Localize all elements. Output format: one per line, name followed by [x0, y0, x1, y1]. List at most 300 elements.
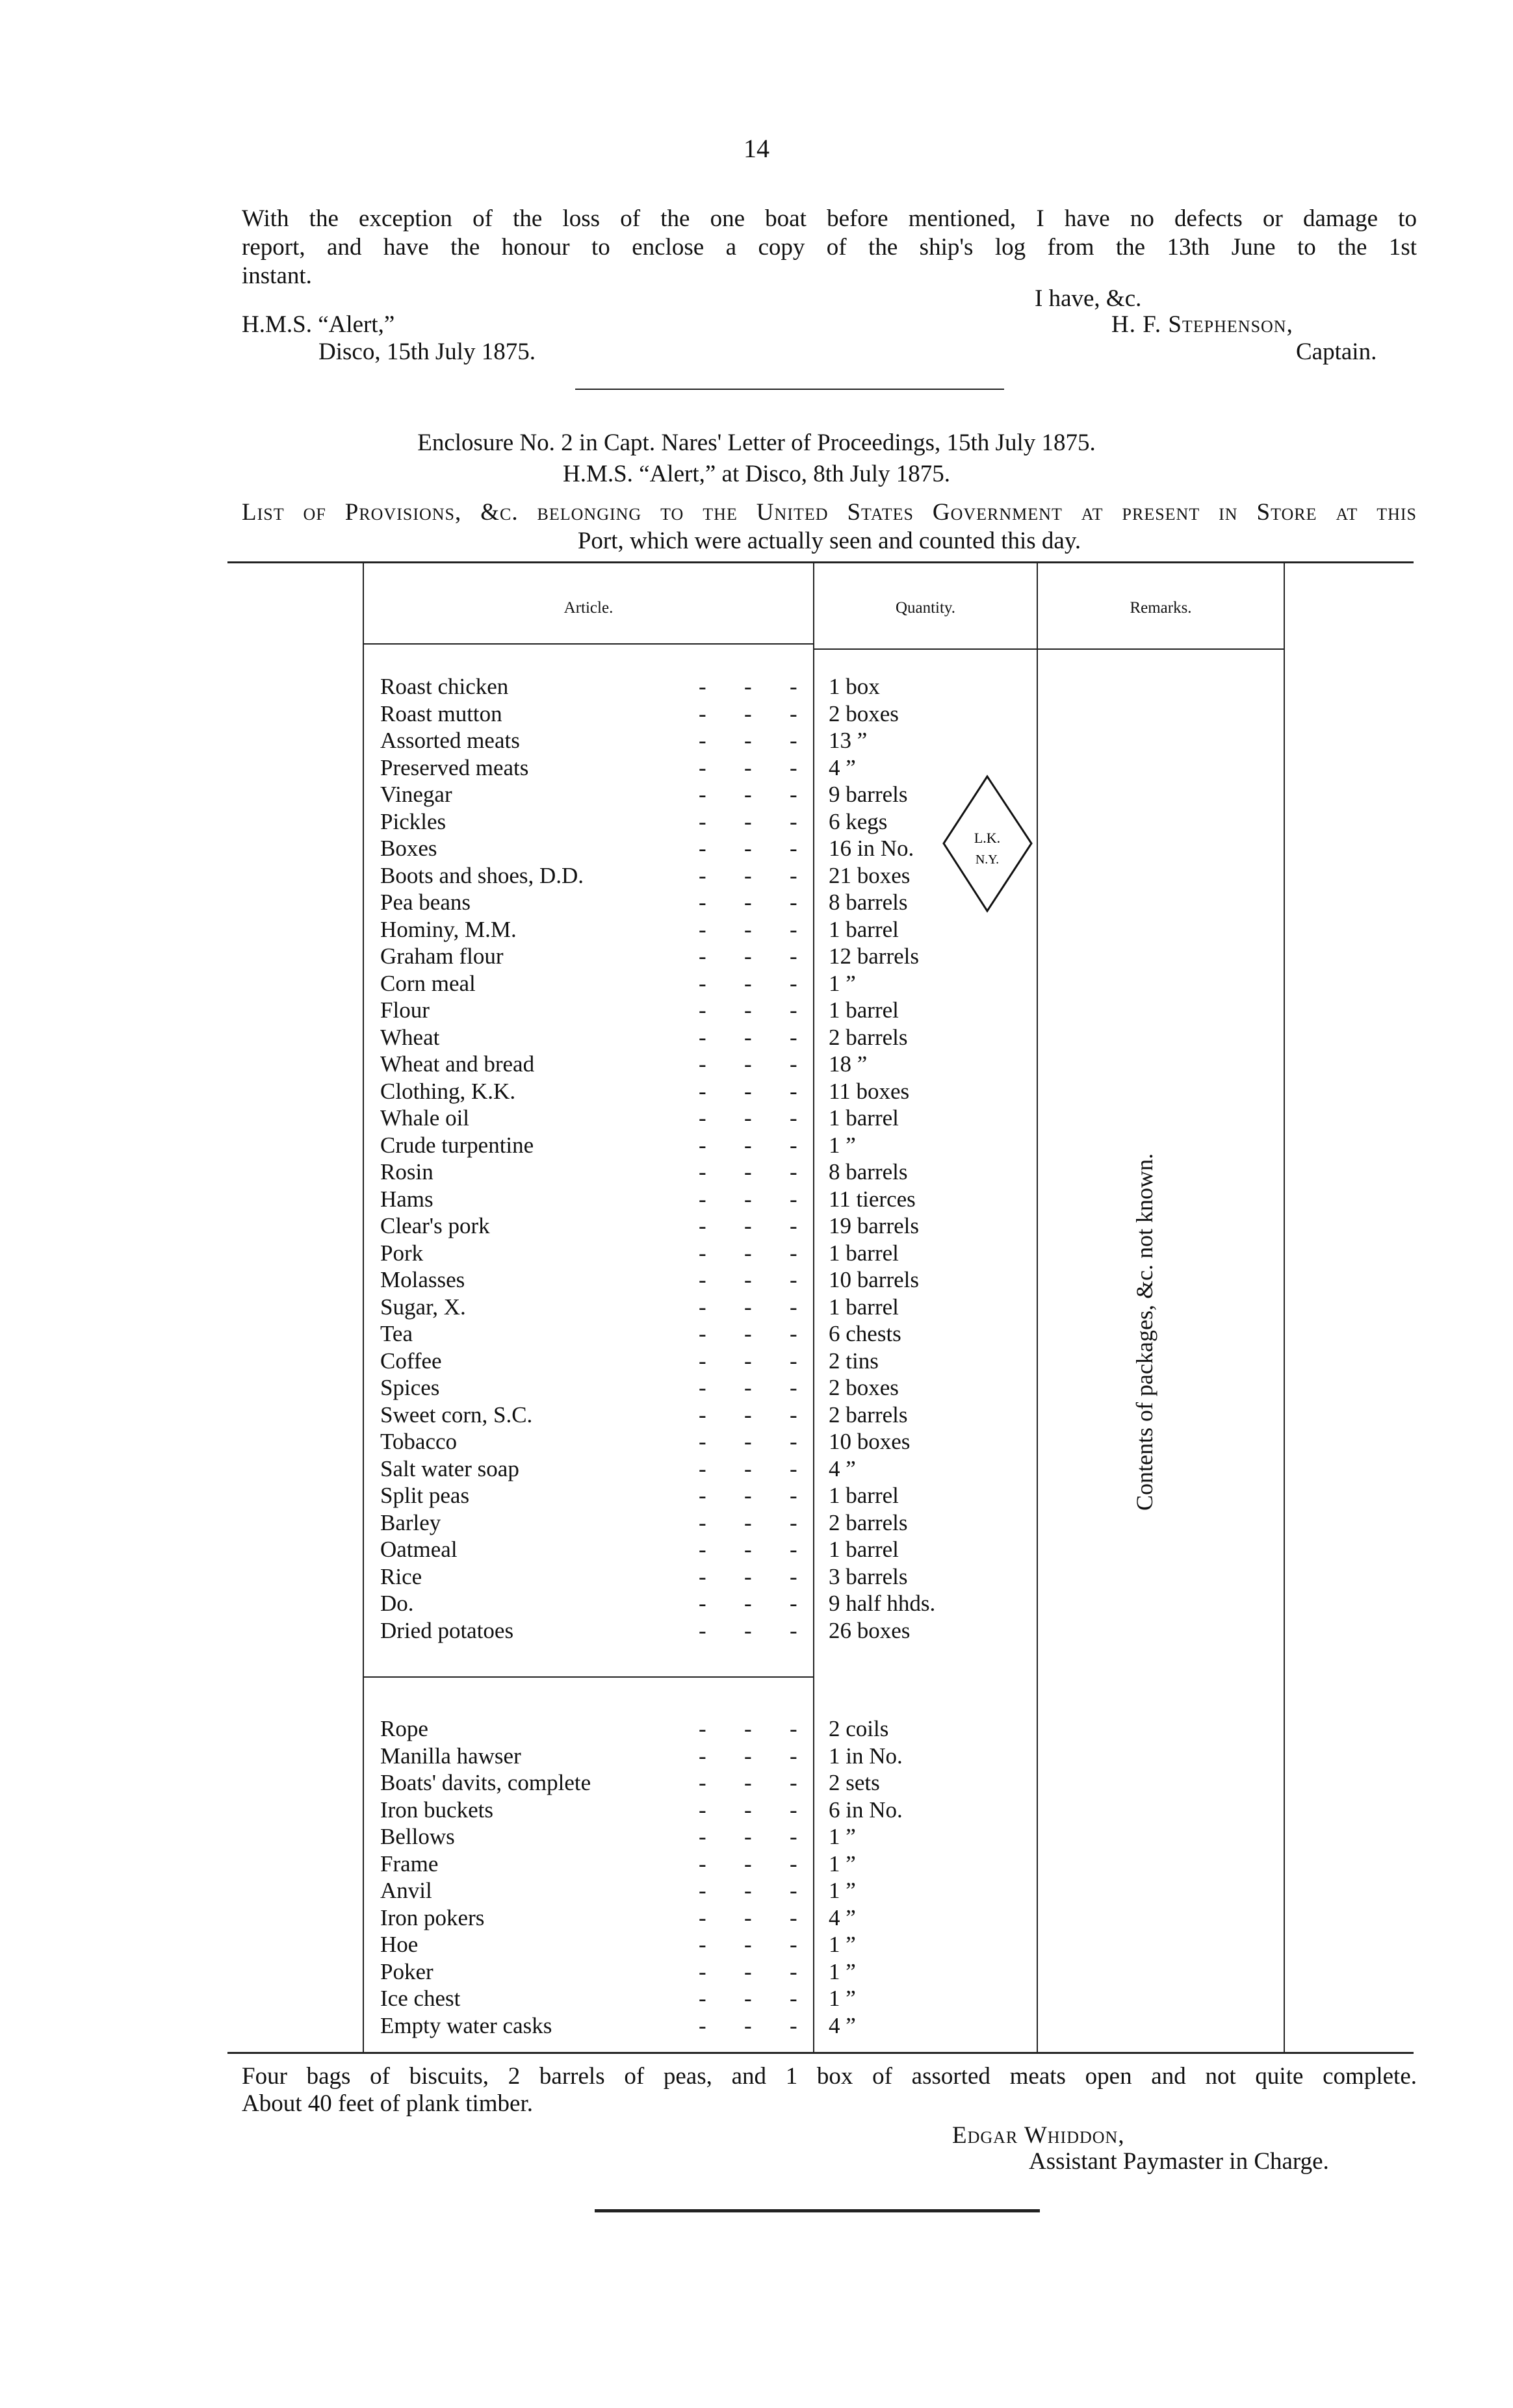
- leader-dash: -: [699, 1186, 706, 1212]
- header-rule-article: [364, 643, 814, 645]
- leader-dash: -: [744, 1904, 752, 1930]
- leader-dash: -: [699, 1051, 706, 1077]
- leader-dash: -: [699, 916, 706, 942]
- table-row: [0, 1536, 1513, 1563]
- leader-dash: -: [744, 1878, 752, 1903]
- leader-dash: -: [744, 1537, 752, 1562]
- article-cell: Ice chest: [380, 1986, 461, 2011]
- leader-dash: -: [790, 1904, 797, 1930]
- table-row: [0, 1051, 1513, 1077]
- leader-dash: -: [699, 1591, 706, 1616]
- quantity-cell: 1 box: [829, 674, 880, 699]
- leader-dash: -: [744, 1429, 752, 1454]
- table-row: [0, 1797, 1513, 1823]
- table-row: [0, 1482, 1513, 1509]
- leader-dash: -: [699, 1348, 706, 1374]
- leader-dash: -: [699, 1958, 706, 1984]
- leader-dash: -: [790, 1932, 797, 1957]
- leader-dash: -: [699, 1743, 706, 1769]
- quantity-cell: 2 boxes: [829, 1375, 899, 1400]
- quantity-cell: 1 barrel: [829, 1240, 899, 1266]
- leader-dash: -: [790, 1591, 797, 1616]
- table-row: [0, 1428, 1513, 1455]
- leader-dash: -: [699, 1716, 706, 1741]
- letter-line-2: report, and have the honour to enclose a copy of the ship's log from the 13th June to the 1st: [242, 234, 1417, 261]
- quantity-cell: 2 coils: [829, 1716, 889, 1741]
- leader-dash: -: [699, 782, 706, 807]
- table-row: [0, 1320, 1513, 1347]
- quantity-cell: 1 ”: [829, 1958, 856, 1984]
- provisions-table-body: [0, 673, 1513, 1648]
- leader-dash: -: [744, 1958, 752, 1984]
- table-row: [0, 1851, 1513, 1877]
- leader-dash: -: [790, 1770, 797, 1795]
- leader-dash: -: [744, 1186, 752, 1212]
- leader-dash: -: [744, 1743, 752, 1769]
- quantity-cell: 19 barrels: [829, 1213, 919, 1238]
- article-cell: Manilla hawser: [380, 1743, 521, 1769]
- leader-dash: -: [790, 1186, 797, 1212]
- leader-dash: -: [699, 1240, 706, 1266]
- leader-dash: -: [699, 1483, 706, 1508]
- leader-dash: -: [699, 943, 706, 969]
- leader-dash: -: [744, 1509, 752, 1535]
- leader-dash: -: [699, 1878, 706, 1903]
- leader-dash: -: [790, 862, 797, 888]
- article-cell: Flour: [380, 997, 430, 1023]
- article-cell: Iron pokers: [380, 1904, 485, 1930]
- table-row: [0, 889, 1513, 916]
- leader-dash: -: [699, 1132, 706, 1158]
- leader-dash: -: [790, 1429, 797, 1454]
- table-row: [0, 1904, 1513, 1931]
- leader-dash: -: [699, 1429, 706, 1454]
- leader-dash: -: [790, 1509, 797, 1535]
- leader-dash: -: [744, 1483, 752, 1508]
- article-cell: Do.: [380, 1591, 414, 1616]
- leader-dash: -: [790, 1483, 797, 1508]
- column-header-quantity: Quantity.: [895, 599, 956, 617]
- leader-dash: -: [790, 1051, 797, 1077]
- table-row: [0, 1509, 1513, 1536]
- article-cell: Coffee: [380, 1348, 442, 1374]
- leader-dash: -: [744, 2012, 752, 2038]
- article-cell: Rope: [380, 1716, 428, 1741]
- quantity-cell: 1 ”: [829, 970, 856, 996]
- table-row: [0, 1715, 1513, 1742]
- table-row: [0, 808, 1513, 835]
- leader-dash: -: [744, 700, 752, 726]
- article-cell: Roast chicken: [380, 674, 509, 699]
- article-cell: Hams: [380, 1186, 433, 1212]
- quantity-cell: 6 chests: [829, 1321, 901, 1346]
- leader-dash: -: [790, 943, 797, 969]
- leader-dash: -: [744, 1024, 752, 1050]
- article-cell: Clothing, K.K.: [380, 1078, 516, 1104]
- header-rule-quantity-remarks: [814, 648, 1284, 650]
- leader-dash: -: [744, 1563, 752, 1589]
- leader-dash: -: [744, 1240, 752, 1266]
- article-cell: Roast mutton: [380, 700, 502, 726]
- leader-dash: -: [744, 808, 752, 834]
- leader-dash: -: [744, 1267, 752, 1292]
- leader-dash: -: [744, 1591, 752, 1616]
- leader-dash: -: [790, 728, 797, 753]
- letter-line-1: With the exception of the loss of the one boat before mentioned, I have no defects or damage to: [242, 205, 1417, 232]
- leader-dash: -: [744, 1078, 752, 1104]
- leader-dash: -: [790, 1617, 797, 1643]
- quantity-cell: 2 tins: [829, 1348, 879, 1374]
- leader-dash: -: [744, 1770, 752, 1795]
- leader-dash: -: [699, 1563, 706, 1589]
- section-divider: [575, 389, 1004, 390]
- article-cell: Assorted meats: [380, 728, 520, 753]
- leader-dash: -: [744, 1105, 752, 1131]
- quantity-cell: 2 sets: [829, 1770, 880, 1795]
- closing: I have, &c.: [1035, 285, 1142, 312]
- paymaster-rank: Assistant Paymaster in Charge.: [1029, 2148, 1329, 2175]
- quantity-cell: 16 in No.: [829, 836, 914, 861]
- table-row: [0, 1024, 1513, 1051]
- leader-dash: -: [790, 1375, 797, 1400]
- table-row: [0, 916, 1513, 943]
- leader-dash: -: [744, 836, 752, 861]
- leader-dash: -: [699, 1078, 706, 1104]
- package-mark-diamond: [940, 774, 1035, 914]
- enclosure-ship-line: H.M.S. “Alert,” at Disco, 8th July 1875.: [562, 461, 951, 487]
- quantity-cell: 9 half hhds.: [829, 1591, 936, 1616]
- quantity-cell: 1 ”: [829, 1851, 856, 1876]
- leader-dash: -: [699, 997, 706, 1023]
- article-cell: Wheat: [380, 1024, 440, 1050]
- leader-dash: -: [699, 1024, 706, 1050]
- paymaster-name: Edgar Whiddon,: [952, 2122, 1125, 2149]
- article-cell: Oatmeal: [380, 1537, 458, 1562]
- leader-dash: -: [790, 1797, 797, 1823]
- quantity-cell: 8 barrels: [829, 1159, 908, 1185]
- leader-dash: -: [699, 674, 706, 699]
- quantity-cell: 1 ”: [829, 1986, 856, 2011]
- ship-name: H.M.S. “Alert,”: [242, 311, 395, 338]
- table-row: [0, 727, 1513, 754]
- leader-dash: -: [790, 674, 797, 699]
- table-row: [0, 1240, 1513, 1266]
- article-cell: Hoe: [380, 1932, 419, 1957]
- table-row: [0, 781, 1513, 808]
- quantity-cell: 13 ”: [829, 728, 868, 753]
- enclosure-heading: Enclosure No. 2 in Capt. Nares' Letter of Proceedings, 15th July 1875.: [417, 429, 1096, 456]
- quantity-cell: 1 ”: [829, 1878, 856, 1903]
- leader-dash: -: [699, 1213, 706, 1238]
- leader-dash: -: [699, 1770, 706, 1795]
- footer-note-line-1: Four bags of biscuits, 2 barrels of peas, and 1 box of assorted meats open and not quite complete.: [242, 2063, 1417, 2090]
- article-cell: Sweet corn, S.C.: [380, 1402, 533, 1428]
- table-row: [0, 1159, 1513, 1185]
- leader-dash: -: [699, 862, 706, 888]
- article-cell: Rosin: [380, 1159, 433, 1185]
- quantity-cell: 1 ”: [829, 1824, 856, 1849]
- leader-dash: -: [744, 782, 752, 807]
- table-row: [0, 1877, 1513, 1904]
- quantity-cell: 10 barrels: [829, 1267, 919, 1292]
- leader-dash: -: [790, 1267, 797, 1292]
- leader-dash: -: [744, 1851, 752, 1876]
- quantity-cell: 4 ”: [829, 2012, 856, 2038]
- leader-dash: -: [744, 1716, 752, 1741]
- article-cell: Poker: [380, 1958, 433, 1984]
- leader-dash: -: [744, 1132, 752, 1158]
- leader-dash: -: [699, 1904, 706, 1930]
- article-cell: Spices: [380, 1375, 440, 1400]
- leader-dash: -: [790, 1824, 797, 1849]
- leader-dash: -: [699, 1294, 706, 1320]
- quantity-cell: 2 barrels: [829, 1509, 908, 1535]
- table-row: [0, 700, 1513, 727]
- leader-dash: -: [790, 1294, 797, 1320]
- article-cell: Salt water soap: [380, 1455, 519, 1481]
- leader-dash: -: [744, 728, 752, 753]
- leader-dash: -: [699, 1321, 706, 1346]
- table-row: [0, 1931, 1513, 1958]
- quantity-cell: 1 barrel: [829, 1105, 899, 1131]
- signatory-name: H. F. Stephenson,: [1111, 311, 1293, 338]
- quantity-cell: 1 in No.: [829, 1743, 903, 1769]
- quantity-cell: 4 ”: [829, 1904, 856, 1930]
- leader-dash: -: [790, 890, 797, 915]
- article-cell: Frame: [380, 1851, 439, 1876]
- table-row: [0, 970, 1513, 997]
- remarks-note: Contents of packages, &c. not known.: [1132, 1153, 1157, 1511]
- article-cell: Boots and shoes, D.D.: [380, 862, 584, 888]
- leader-dash: -: [744, 1348, 752, 1374]
- article-cell: Clear's pork: [380, 1213, 490, 1238]
- list-title: [242, 498, 1417, 556]
- page-number: 14: [744, 134, 769, 163]
- package-mark-top: L.K.: [974, 830, 1001, 846]
- leader-dash: -: [790, 1402, 797, 1428]
- leader-dash: -: [699, 1932, 706, 1957]
- leader-dash: -: [699, 1537, 706, 1562]
- table-row: [0, 1743, 1513, 1769]
- quantity-cell: 11 boxes: [829, 1078, 910, 1104]
- column-header-remarks: Remarks.: [1130, 599, 1192, 617]
- leader-dash: -: [790, 1563, 797, 1589]
- article-cell: Hominy, M.M.: [380, 916, 517, 942]
- article-cell: Iron buckets: [380, 1797, 493, 1823]
- article-cell: Anvil: [380, 1878, 432, 1903]
- table-row: [0, 2012, 1513, 2039]
- leader-dash: -: [699, 1851, 706, 1876]
- quantity-cell: 9 barrels: [829, 782, 908, 807]
- table-row: [0, 997, 1513, 1023]
- leader-dash: -: [790, 1348, 797, 1374]
- table-top-rule: [227, 561, 1414, 563]
- leader-dash: -: [699, 1455, 706, 1481]
- quantity-cell: 1 barrel: [829, 916, 899, 942]
- leader-dash: -: [744, 970, 752, 996]
- table-row: [0, 862, 1513, 889]
- leader-dash: -: [699, 890, 706, 915]
- leader-dash: -: [790, 754, 797, 780]
- leader-dash: -: [699, 700, 706, 726]
- quantity-cell: 1 barrel: [829, 997, 899, 1023]
- leader-dash: -: [744, 674, 752, 699]
- leader-dash: -: [744, 1402, 752, 1428]
- quantity-cell: 11 tierces: [829, 1186, 916, 1212]
- table-row: [0, 1958, 1513, 1985]
- leader-dash: -: [744, 1986, 752, 2011]
- quantity-cell: 8 barrels: [829, 890, 908, 915]
- article-cell: Pickles: [380, 808, 446, 834]
- leader-dash: -: [744, 1617, 752, 1643]
- leader-dash: -: [699, 2012, 706, 2038]
- leader-dash: -: [790, 916, 797, 942]
- leader-dash: -: [744, 1294, 752, 1320]
- quantity-cell: 2 barrels: [829, 1024, 908, 1050]
- leader-dash: -: [790, 1105, 797, 1131]
- leader-dash: -: [744, 1797, 752, 1823]
- table-row: [0, 1212, 1513, 1239]
- package-mark-bottom: N.Y.: [975, 852, 1000, 867]
- leader-dash: -: [790, 700, 797, 726]
- leader-dash: -: [790, 970, 797, 996]
- leader-dash: -: [699, 1824, 706, 1849]
- article-cell: Graham flour: [380, 943, 504, 969]
- leader-dash: -: [744, 1159, 752, 1185]
- leader-dash: -: [790, 1958, 797, 1984]
- leader-dash: -: [699, 1509, 706, 1535]
- table-row: [0, 1455, 1513, 1482]
- quantity-cell: 21 boxes: [829, 862, 911, 888]
- table-row: [0, 673, 1513, 700]
- table-row: [0, 835, 1513, 862]
- article-cell: Preserved meats: [380, 754, 529, 780]
- article-cell: Vinegar: [380, 782, 452, 807]
- table-row: [0, 1186, 1513, 1212]
- table-row: [0, 1590, 1513, 1617]
- footer-note-line-2: About 40 feet of plank timber.: [242, 2090, 534, 2117]
- leader-dash: -: [744, 943, 752, 969]
- leader-dash: -: [790, 1024, 797, 1050]
- leader-dash: -: [790, 808, 797, 834]
- quantity-cell: 3 barrels: [829, 1563, 908, 1589]
- article-cell: Boats' davits, complete: [380, 1770, 591, 1795]
- leader-dash: -: [699, 970, 706, 996]
- leader-dash: -: [699, 1267, 706, 1292]
- leader-dash: -: [744, 890, 752, 915]
- column-header-article: Article.: [563, 599, 614, 617]
- leader-dash: -: [744, 1213, 752, 1238]
- leader-dash: -: [790, 836, 797, 861]
- quantity-cell: 18 ”: [829, 1051, 868, 1077]
- leader-dash: -: [699, 1159, 706, 1185]
- table-row: [0, 1132, 1513, 1159]
- leader-dash: -: [790, 782, 797, 807]
- list-title-line-1: List of Provisions, &c. belonging to the United States Government at present in Store at this: [242, 499, 1417, 526]
- article-cell: Sugar, X.: [380, 1294, 466, 1320]
- leader-dash: -: [744, 1375, 752, 1400]
- leader-dash: -: [699, 1375, 706, 1400]
- article-cell: Tea: [380, 1321, 413, 1346]
- table-row: [0, 1823, 1513, 1850]
- leader-dash: -: [790, 2012, 797, 2038]
- article-cell: Boxes: [380, 836, 437, 861]
- table-row: [0, 1294, 1513, 1320]
- quantity-cell: 4 ”: [829, 754, 856, 780]
- article-cell: Tobacco: [380, 1429, 458, 1454]
- section-rule: [364, 1676, 814, 1678]
- leader-dash: -: [790, 1321, 797, 1346]
- article-cell: Dried potatoes: [380, 1617, 514, 1643]
- leader-dash: -: [790, 1078, 797, 1104]
- article-cell: Crude turpentine: [380, 1132, 534, 1158]
- table-row: [0, 1985, 1513, 2012]
- table-row: [0, 1402, 1513, 1428]
- leader-dash: -: [790, 997, 797, 1023]
- quantity-cell: 2 boxes: [829, 700, 899, 726]
- table-row: [0, 1617, 1513, 1644]
- leader-dash: -: [790, 1851, 797, 1876]
- leader-dash: -: [790, 1878, 797, 1903]
- table-row: [0, 1266, 1513, 1293]
- leader-dash: -: [699, 1797, 706, 1823]
- leader-dash: -: [699, 1617, 706, 1643]
- article-cell: Bellows: [380, 1824, 455, 1849]
- quantity-cell: 1 barrel: [829, 1537, 899, 1562]
- article-cell: Corn meal: [380, 970, 476, 996]
- leader-dash: -: [744, 862, 752, 888]
- leader-dash: -: [790, 1240, 797, 1266]
- article-cell: Empty water casks: [380, 2012, 552, 2038]
- quantity-cell: 4 ”: [829, 1455, 856, 1481]
- table-row: [0, 1105, 1513, 1131]
- quantity-cell: 10 boxes: [829, 1429, 911, 1454]
- quantity-cell: 1 ”: [829, 1932, 856, 1957]
- quantity-cell: 26 boxes: [829, 1617, 911, 1643]
- table-row: [0, 943, 1513, 969]
- table-row: [0, 1078, 1513, 1105]
- closing-rule: [595, 2209, 1040, 2212]
- leader-dash: -: [790, 1716, 797, 1741]
- quantity-cell: 6 in No.: [829, 1797, 903, 1823]
- place-date: Disco, 15th July 1875.: [318, 339, 536, 365]
- leader-dash: -: [790, 1213, 797, 1238]
- quantity-cell: 1 barrel: [829, 1483, 899, 1508]
- leader-dash: -: [699, 754, 706, 780]
- stores-table-body: [0, 1715, 1513, 2053]
- leader-dash: -: [744, 1932, 752, 1957]
- list-title-line-2: Port, which were actually seen and counted this day.: [577, 528, 1081, 554]
- table-row: [0, 754, 1513, 781]
- article-cell: Barley: [380, 1509, 441, 1535]
- signatory-rank: Captain.: [1296, 339, 1377, 365]
- leader-dash: -: [699, 808, 706, 834]
- leader-dash: -: [744, 1051, 752, 1077]
- quantity-cell: 12 barrels: [829, 943, 919, 969]
- leader-dash: -: [699, 728, 706, 753]
- leader-dash: -: [790, 1159, 797, 1185]
- leader-dash: -: [790, 1132, 797, 1158]
- quantity-cell: 6 kegs: [829, 808, 888, 834]
- article-cell: Molasses: [380, 1267, 465, 1292]
- leader-dash: -: [790, 1455, 797, 1481]
- leader-dash: -: [699, 1402, 706, 1428]
- leader-dash: -: [699, 836, 706, 861]
- leader-dash: -: [744, 916, 752, 942]
- leader-dash: -: [790, 1537, 797, 1562]
- leader-dash: -: [699, 1105, 706, 1131]
- leader-dash: -: [744, 1824, 752, 1849]
